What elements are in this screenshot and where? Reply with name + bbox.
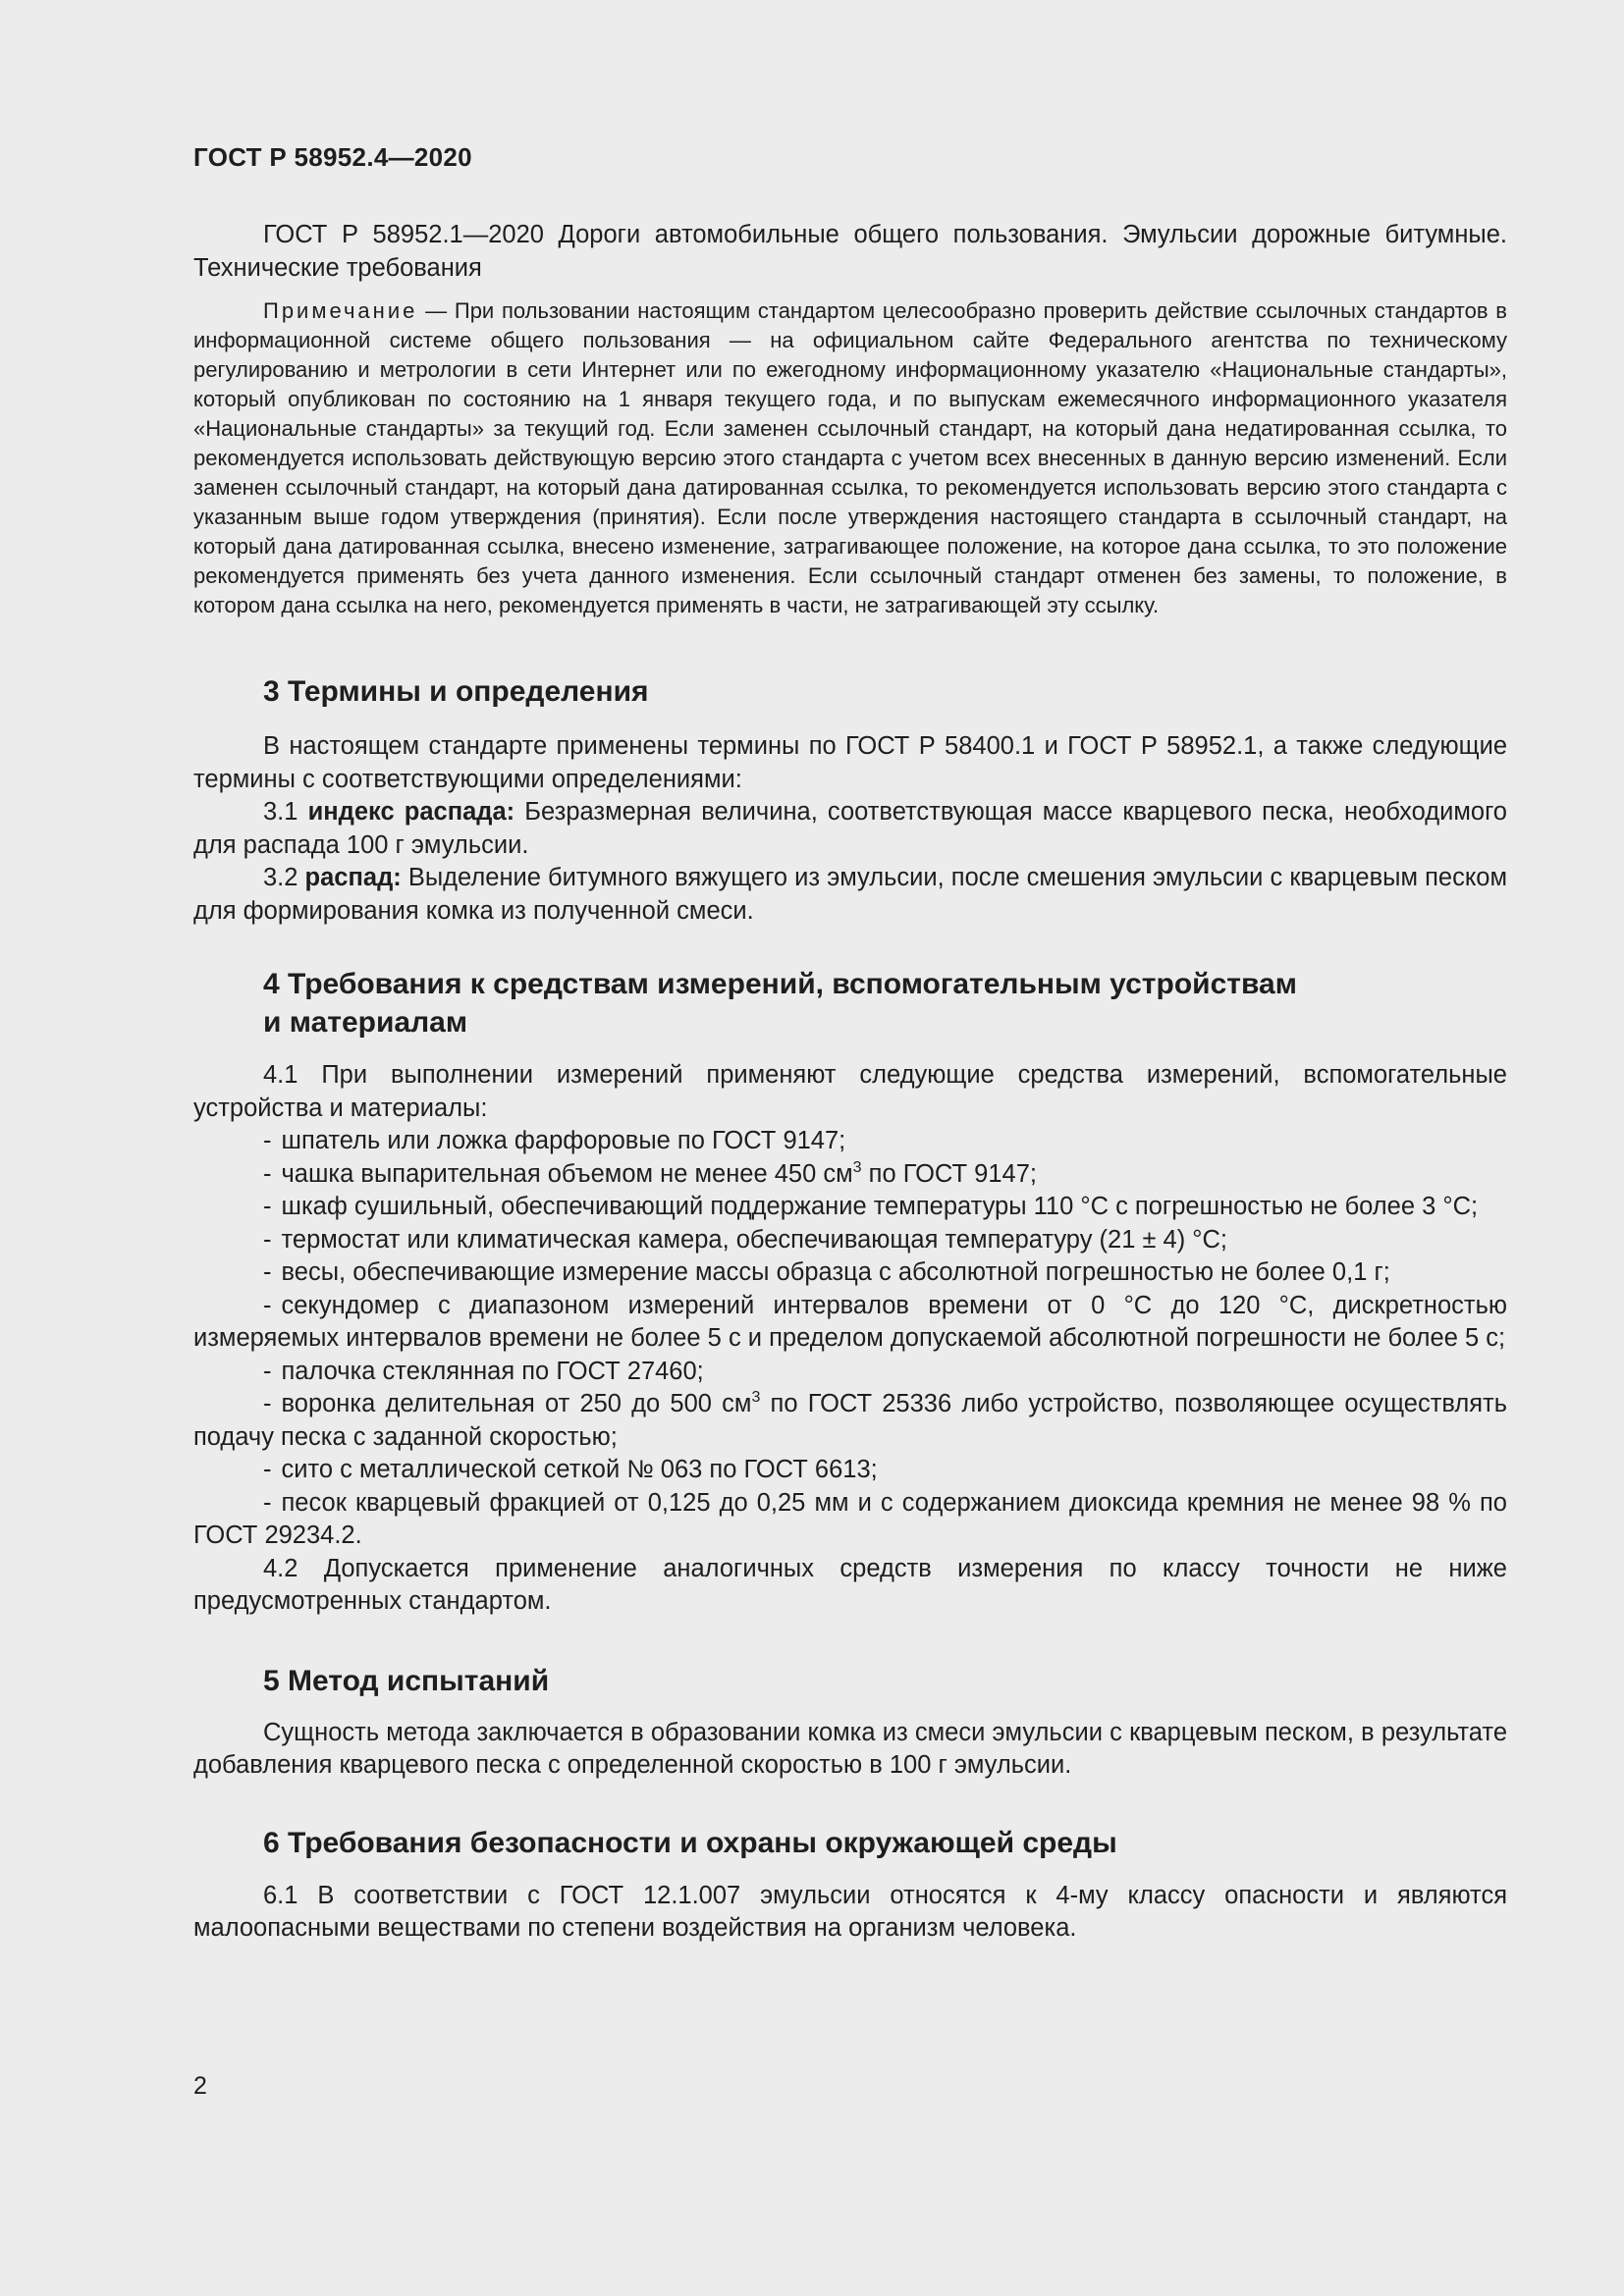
section-3-intro: В настоящем стандарте применены термины по ГОСТ Р 58400.1 и ГОСТ Р 58952.1, а также следующие термины с соответствующими определениями: [193,732,1507,793]
note-label: Примечание [263,298,418,323]
term-3-2 [193,862,1507,928]
superscript: 3 [852,1158,862,1176]
clause-6-1: 6.1 В соответствии с ГОСТ 12.1.007 эмульсии относятся к 4-му классу опасности и являются малоопасными веществами по степени воздействия на организм человека. [193,1881,1507,1942]
document-code: ГОСТ Р 58952.4—2020 [193,142,472,172]
term-3-2-definition: Выделение битумного вяжущего из эмульсии, после смешения эмульсии с кварцевым песком для формирования комка из полученной смеси. [193,864,1507,925]
page-content [193,142,1507,1946]
clause-4-1: 4.1 При выполнении измерений применяют следующие средства измерений, вспомогательные устройства и материалы: [193,1061,1507,1122]
list-item [193,1388,1507,1454]
list-dash: - [263,1159,272,1188]
reference-note [193,296,1507,620]
clause-4-2: 4.2 Допускается применение аналогичных средств измерения по классу точности не ниже предусмотренных стандартом. [193,1554,1507,1615]
list-item-text: секундомер с диапазоном измерений интервалов времени от 0 °C до 120 °C, дискретностью измеряемых интервалов времени не более 5 с и пределом допускаемой абсолютной погрешности не более 5 с; [193,1291,1507,1352]
list-item-text: воронка делительная от 250 до 500 см [281,1390,752,1417]
list-item-text: по ГОСТ 25336 либо устройство, позволяющее осуществлять подачу песка с заданной скоростью; [193,1390,1507,1451]
section-4-title-line2: и материалам [263,1006,468,1039]
list-dash: - [263,1127,272,1154]
reference-gost-58952-1: ГОСТ Р 58952.1—2020 Дороги автомобильные общего пользования. Эмульсии дорожные битумные. Технические требования [193,221,1507,282]
section-3-title: 3 Термины и определения [263,675,649,708]
list-item-text: песок кварцевый фракцией от 0,125 до 0,25 мм и с содержанием диоксида кремния не менее 98 % по ГОСТ 29234.2. [193,1488,1507,1549]
list-item-text: шкаф сушильный, обеспечивающий поддержание температуры 110 °C с погрешностью не более 3 °C; [281,1193,1479,1220]
list-dash: - [263,1258,272,1286]
section-4-title-line1: 4 Требования к средствам измерений, вспомогательным устройствам [263,968,1297,1000]
list-item [193,1487,1507,1553]
list-item [193,1256,1507,1290]
list-dash: - [263,1225,272,1254]
section-5-text: Сущность метода заключается в образовании комка из смеси эмульсии с кварцевым песком, в результате добавления кварцевого песка с определенной скоростью в 100 г эмульсии. [193,1718,1507,1779]
term-3-1-number: 3.1 [263,798,308,826]
list-item [193,1125,1507,1158]
section-4-title [193,965,1507,1041]
list-item-text: весы, обеспечивающие измерение массы образца с абсолютной погрешностью не более 0,1 г; [281,1258,1390,1286]
list-dash: - [263,1357,272,1385]
section-5-title: 5 Метод испытаний [263,1664,550,1697]
term-3-2-term: распад: [304,864,402,891]
list-dash: - [263,1488,272,1517]
note-text: — При пользовании настоящим стандартом целесообразно проверить действие ссылочных стандартов в информационной системе общего пользования — на официальном сайте Федерального агентства по техническому регулированию и метрологии в сети Интернет или по ежегодному информационному указателю «Национальные стандарты», который опубликован по состоянию на 1 января текущего года, и по выпускам ежемесячного информационного указателя «Национальные стандарты» за текущий год. Если заменен ссылочный стандарт, на который дана недатированная ссылка, то рекомендуется использовать действующую версию этого стандарта с учетом всех внесенных в данную версию изменений. Если заменен ссылочный стандарт, на который дана датированная ссылка, то рекомендуется использовать версию этого стандарта с указанным выше годом утверждения (принятия). Если после утверждения настоящего стандарта в ссылочный стандарт, на который дана датированная ссылка, внесено изменение, затрагивающее положение, на которое дана ссылка, то это положение рекомендуется применять без учета данного изменения. Если ссылочный стандарт отменен без замены, то положение, в котором дана ссылка на него, рекомендуется применять в части, не затрагивающей эту ссылку. [193,298,1507,617]
term-3-1 [193,796,1507,862]
list-item [193,1290,1507,1356]
list-item [193,1224,1507,1257]
list-item-text: шпатель или ложка фарфоровые по ГОСТ 9147; [281,1127,846,1154]
list-item [193,1356,1507,1389]
section-6-title: 6 Требования безопасности и охраны окружающей среды [263,1826,1117,1859]
list-item [193,1158,1507,1192]
list-item [193,1454,1507,1487]
list-dash: - [263,1390,272,1417]
list-item [193,1191,1507,1224]
term-3-2-number: 3.2 [263,864,305,891]
page-number: 2 [193,2072,207,2100]
superscript: 3 [751,1389,761,1406]
term-3-1-term: индекс распада: [307,798,515,826]
list-dash: - [263,1193,272,1220]
list-item-text: термостат или климатическая камера, обеспечивающая температуру (21 ± 4) °C; [281,1225,1228,1254]
list-item-text: палочка стеклянная по ГОСТ 27460; [281,1357,704,1385]
list-item-text: чашка выпарительная объемом не менее 450 см [281,1159,853,1188]
list-dash: - [263,1456,272,1483]
term-3-1-definition: Безразмерная величина, соответствующая массе кварцевого песка, необходимого для распада 100 г эмульсии. [193,798,1507,859]
list-dash: - [263,1291,272,1319]
list-item-text: сито с металлической сеткой № 063 по ГОСТ 6613; [281,1456,878,1483]
list-item-text: по ГОСТ 9147; [861,1159,1037,1188]
